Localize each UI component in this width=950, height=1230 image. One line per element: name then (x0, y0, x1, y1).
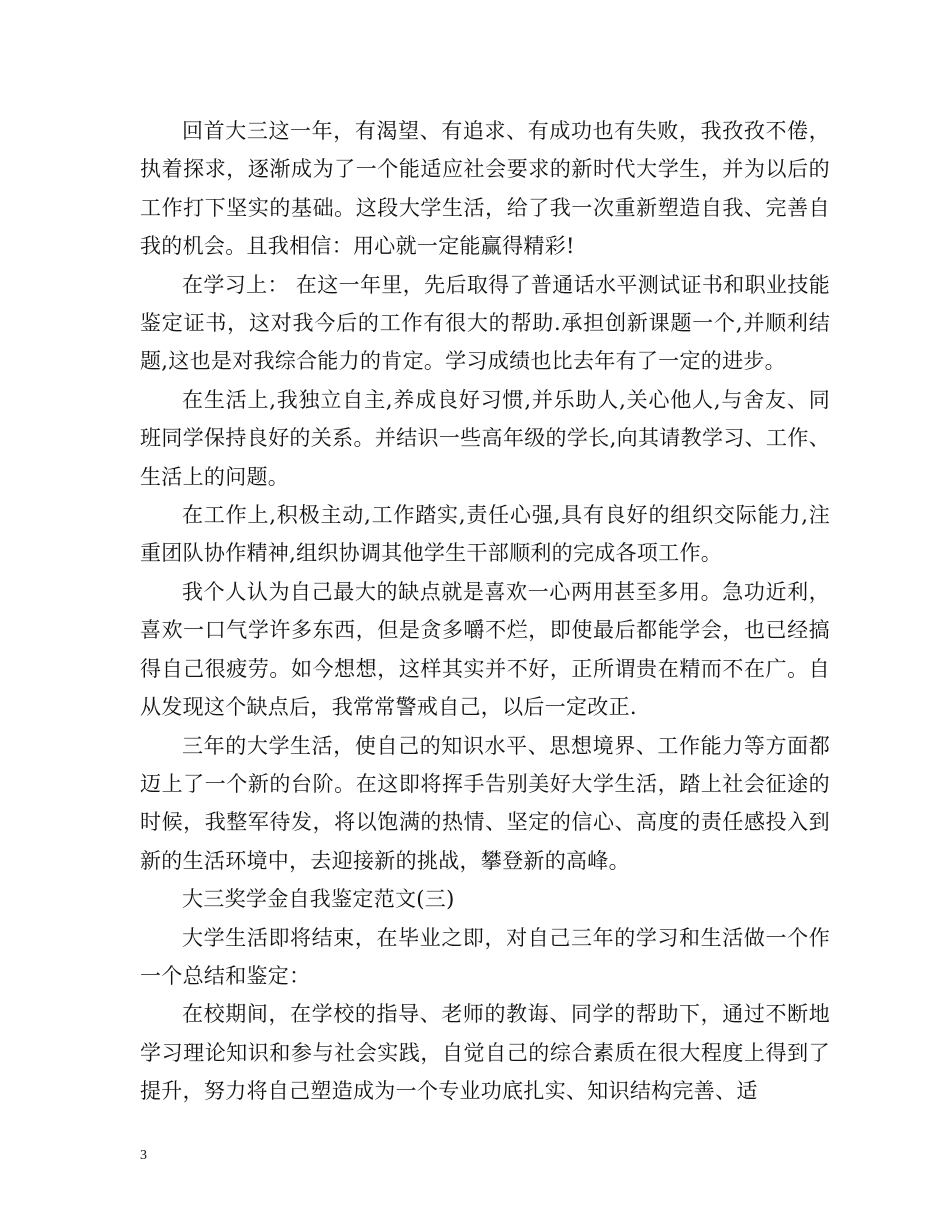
document-body (140, 112, 830, 1111)
page-number: 3 (140, 1148, 147, 1163)
paragraph-conclusion: 三年的大学生活，使自己的知识水平、思想境界、工作能力等方面都迈上了一个新的台阶。在这即将挥手告别美好大学生活，踏上社会征途的时候，我整军待发，将以饱满的热情、坚定的信心、高度的责任感投入到新的生活环境中，去迎接新的挑战，攀登新的高峰。 (140, 733, 830, 873)
paragraph-campus: 在校期间，在学校的指导、老师的教诲、同学的帮助下，通过不断地学习理论知识和参与社会实践，自觉自己的综合素质在很大程度上得到了提升，努力将自己塑造成为一个专业功底扎实、知识结构完善、适 (140, 1002, 830, 1104)
paragraph-shortcoming: 我个人认为自己最大的缺点就是喜欢一心两用甚至多用。急功近利，喜欢一口气学许多东西，但是贪多嚼不烂，即使最后都能学会，也已经搞得自己很疲劳。如今想想，这样其实并不好，正所谓贵在精而不在广。自从发现这个缺点后，我常常警戒自己，以后一定改正. (140, 579, 830, 720)
paragraph-life: 在生活上,我独立自主,养成良好习惯,并乐助人,关心他人,与舍友、同班同学保持良好的关系。并结识一些高年级的学长,向其请教学习、工作、生活上的问题。 (140, 387, 830, 489)
paragraph-reflection: 回首大三这一年，有渴望、有追求、有成功也有失败，我孜孜不倦，执着探求，逐渐成为了一个能适应社会要求的新时代大学生，并为以后的工作打下坚实的基础。这段大学生活，给了我一次重新塑造自我、完善自我的机会。且我相信：用心就一定能赢得精彩! (140, 119, 830, 259)
paragraph-intro: 大学生活即将结束，在毕业之即，对自己三年的学习和生活做一个作一个总结和鉴定： (140, 925, 830, 988)
paragraph-study: 在学习上： 在这一年里，先后取得了普通话水平测试证书和职业技能鉴定证书，这对我今后的工作有很大的帮助.承担创新课题一个,并顺利结题,这也是对我综合能力的肯定。学习成绩也比去年有了一定的进步。 (140, 272, 830, 374)
section-heading: 大三奖学金自我鉴定范文(三) (182, 887, 455, 912)
paragraph-work: 在工作上,积极主动,工作踏实,责任心强,具有良好的组织交际能力,注重团队协作精神,组织协调其他学生干部顺利的完成各项工作。 (140, 503, 830, 566)
